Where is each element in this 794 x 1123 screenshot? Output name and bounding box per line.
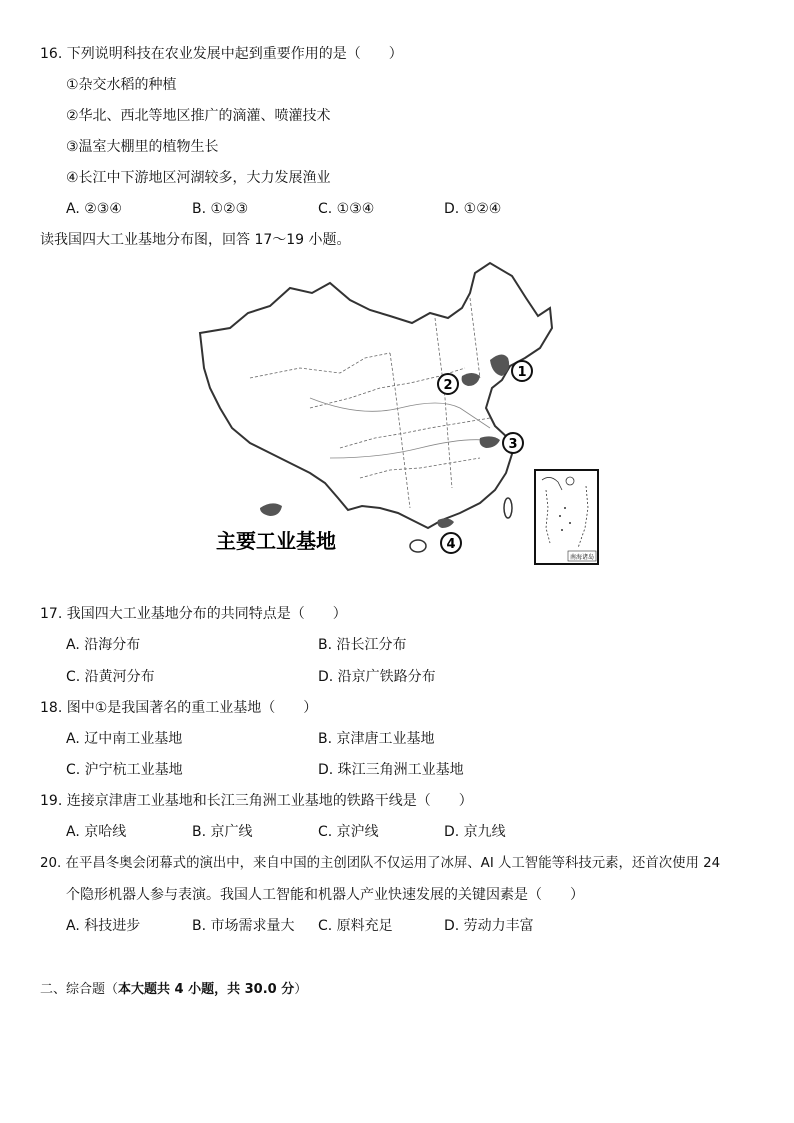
marker-1 [512, 361, 532, 381]
svg-text:4: 4 [446, 537, 456, 552]
q20-stem-line1: 20. 在平昌冬奥会闭幕式的演出中，来自中国的主创团队不仅运用了冰屏、AI 人工智能等科技元素，还首次使用 24 [40, 856, 721, 871]
q16-item-3: ③温室大棚里的植物生长 [66, 139, 219, 155]
q17-stem: 17. 我国四大工业基地分布的共同特点是（ ） [40, 606, 347, 622]
legend-swatch [260, 503, 282, 516]
q17-option-d: D. 沿京广铁路分布 [318, 669, 436, 685]
q17-option-a: A. 沿海分布 [66, 637, 141, 653]
q16-item-4: ④长江中下游地区河湖较多，大力发展渔业 [66, 170, 331, 186]
q19-stem: 19. 连接京津唐工业基地和长江三角洲工业基地的铁路干线是（ ） [40, 793, 473, 809]
taiwan-island [504, 498, 512, 518]
q16-item-1: ①杂交水稻的种植 [66, 77, 177, 93]
q20-option-d: D. 劳动力丰富 [444, 918, 534, 934]
q19-option-d: D. 京九线 [444, 824, 506, 840]
marker-4 [441, 533, 461, 553]
q20-option-c: C. 原料充足 [318, 918, 393, 934]
q18-stem: 18. 图中①是我国著名的重工业基地（ ） [40, 700, 318, 716]
q17-option-c: C. 沿黄河分布 [66, 669, 155, 685]
q20-option-a: A. 科技进步 [66, 918, 141, 934]
section-2-heading [40, 980, 307, 1000]
section-2-label: 二、综合题（ [40, 982, 119, 997]
q18-option-b: B. 京津唐工业基地 [318, 731, 435, 747]
industrial-base-3 [480, 436, 500, 448]
china-outline [200, 263, 552, 528]
section-2-detail: 本大题共 4 小题，共 30.0 分 [118, 982, 295, 997]
svg-text:1: 1 [517, 365, 527, 380]
q16-item-2: ②华北、西北等地区推广的滴灌、喷灌技术 [66, 108, 331, 124]
map-intro: 读我国四大工业基地分布图，回答 17～19 小题。 [40, 232, 351, 248]
q16-option-a: A. ②③④ [66, 201, 122, 217]
q18-option-a: A. 辽中南工业基地 [66, 731, 183, 747]
q16-option-d: D. ①②④ [444, 201, 502, 217]
q18-option-c: C. 沪宁杭工业基地 [66, 762, 183, 778]
marker-2 [438, 374, 458, 394]
svg-text:南海诸岛: 南海诸岛 [569, 554, 595, 561]
q18-option-d: D. 珠江三角洲工业基地 [318, 762, 464, 778]
q20-stem-line2: 个隐形机器人参与表演。我国人工智能和机器人产业快速发展的关键因素是（ ） [66, 887, 584, 903]
china-industrial-base-map [190, 258, 612, 568]
q19-option-c: C. 京沪线 [318, 824, 379, 840]
hainan-island [410, 540, 426, 552]
q17-option-b: B. 沿长江分布 [318, 637, 407, 653]
q19-option-a: A. 京哈线 [66, 824, 127, 840]
map-caption: 主要工业基地 [216, 529, 336, 553]
industrial-base-2 [462, 373, 480, 386]
q16-option-c: C. ①③④ [318, 201, 375, 217]
marker-3 [503, 433, 523, 453]
section-2-end: ） [294, 982, 308, 997]
q19-option-b: B. 京广线 [192, 824, 253, 840]
q16-stem: 16. 下列说明科技在农业发展中起到重要作用的是（ ） [40, 46, 403, 62]
svg-text:3: 3 [508, 437, 518, 452]
south-china-sea-inset [535, 470, 598, 564]
industrial-base-4 [438, 518, 455, 528]
q20-option-b: B. 市场需求量大 [192, 918, 295, 934]
svg-text:2: 2 [443, 378, 453, 393]
q16-option-b: B. ①②③ [192, 201, 249, 217]
